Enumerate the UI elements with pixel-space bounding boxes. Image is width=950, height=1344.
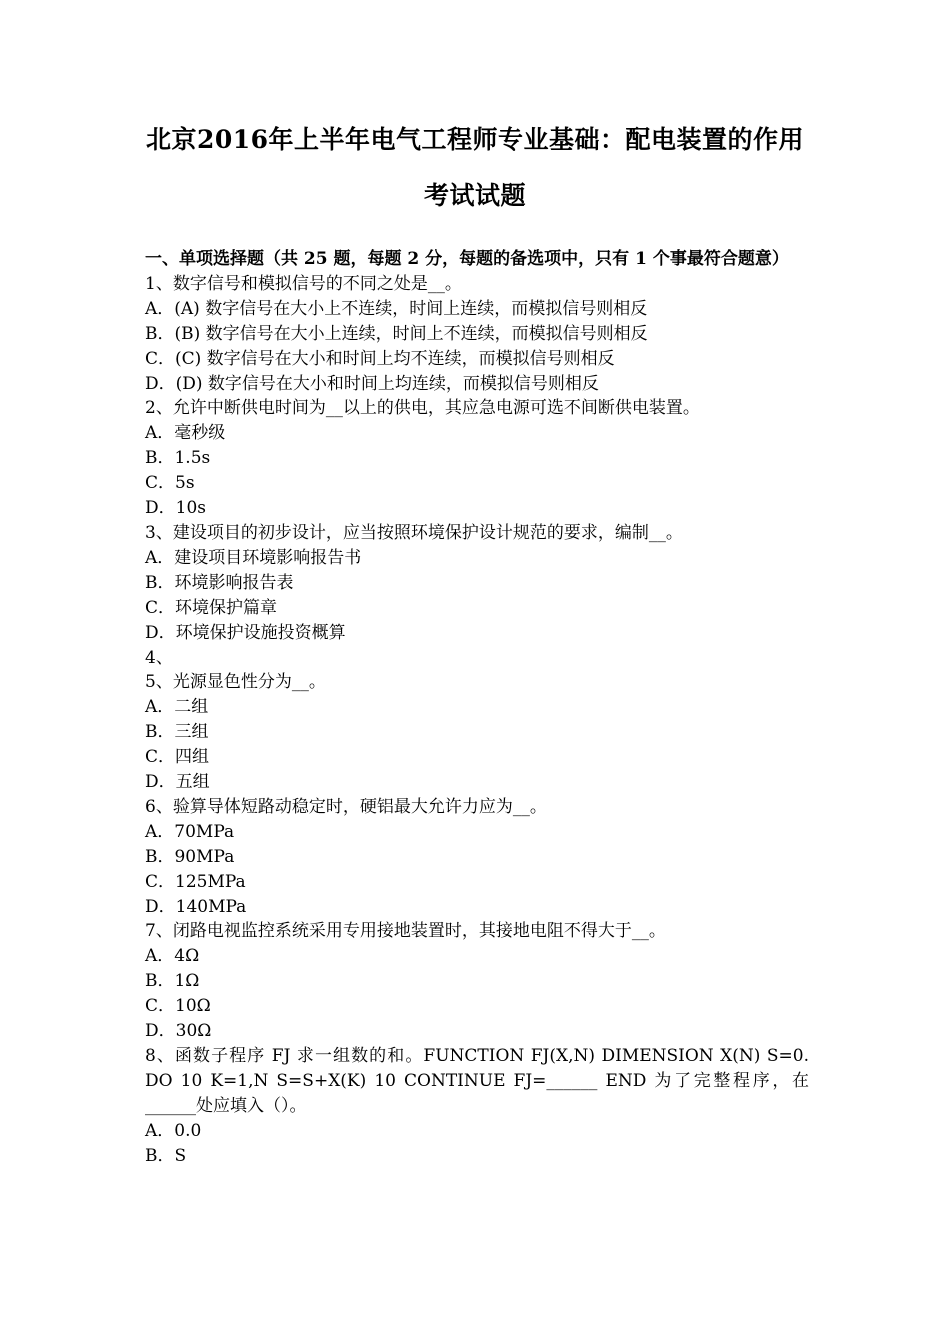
question-8: 8、函数子程序 FJ 求一组数的和。FUNCTION FJ(X,N) DIMENSION X(N) S=0. DO 10 K=1,N S=S+X(K) 10 CONTINUE FJ=______ END 为了完整程序，在______处应填入（）。 [145,1046,809,1116]
option-1a: A．(A) 数字信号在大小上不连续，时间上连续，而模拟信号则相反 [145,298,648,319]
option-6d: D．140MPa [145,896,247,917]
question-4: 4、 [145,647,173,668]
option-1c: C．(C) 数字信号在大小和时间上均不连续，而模拟信号则相反 [145,348,615,369]
option-6c: C．125MPa [145,871,246,892]
question-7: 7、闭路电视监控系统采用专用接地装置时，其接地电阻不得大于__。 [145,921,666,942]
option-1b: B．(B) 数字信号在大小上连续，时间上不连续，而模拟信号则相反 [145,323,648,344]
option-2d: D．10s [145,498,206,519]
title-line-1: 北京2016年上半年电气工程师专业基础：配电装置的作用 [145,125,805,154]
section-heading: 一、单项选择题（共 25 题，每题 2 分，每题的备选项中，只有 1 个事最符合题意） [145,249,789,269]
option-3c: C．环境保护篇章 [145,597,278,618]
option-1d: D．(D) 数字信号在大小和时间上均连续，而模拟信号则相反 [145,373,599,394]
option-2c: C．5s [145,473,195,494]
question-5: 5、光源显色性分为__。 [145,672,326,693]
title-line-2: 考试试题 [423,181,526,210]
option-6b: B．90MPa [145,846,235,867]
document-title [120,112,830,224]
option-6a: A．70MPa [145,821,235,842]
option-5a: A．二组 [145,697,209,718]
option-8b: B．S [145,1145,187,1166]
option-5b: B．三组 [145,722,209,743]
question-3: 3、建设项目的初步设计，应当按照环境保护设计规范的要求，编制__。 [145,522,683,543]
option-5d: D．五组 [145,772,210,793]
option-3b: B．环境影响报告表 [145,572,294,593]
question-2: 2、允许中断供电时间为__以上的供电，其应急电源可选不间断供电装置。 [145,398,700,419]
option-7a: A．4Ω [145,946,200,967]
option-3a: A．建设项目环境影响报告书 [145,547,362,568]
option-7b: B．1Ω [145,971,200,992]
option-2a: A．毫秒级 [145,423,226,444]
option-5c: C．四组 [145,747,210,768]
option-7d: D．30Ω [145,1021,212,1042]
question-6: 6、验算导体短路动稳定时，硬铝最大允许力应为__。 [145,796,547,817]
document-body [145,247,809,1169]
option-2b: B．1.5s [145,448,211,469]
question-1: 1、数字信号和模拟信号的不同之处是__。 [145,273,462,294]
option-8a: A．0.0 [145,1120,202,1141]
option-7c: C．10Ω [145,996,211,1017]
option-3d: D．环境保护设施投资概算 [145,622,346,643]
